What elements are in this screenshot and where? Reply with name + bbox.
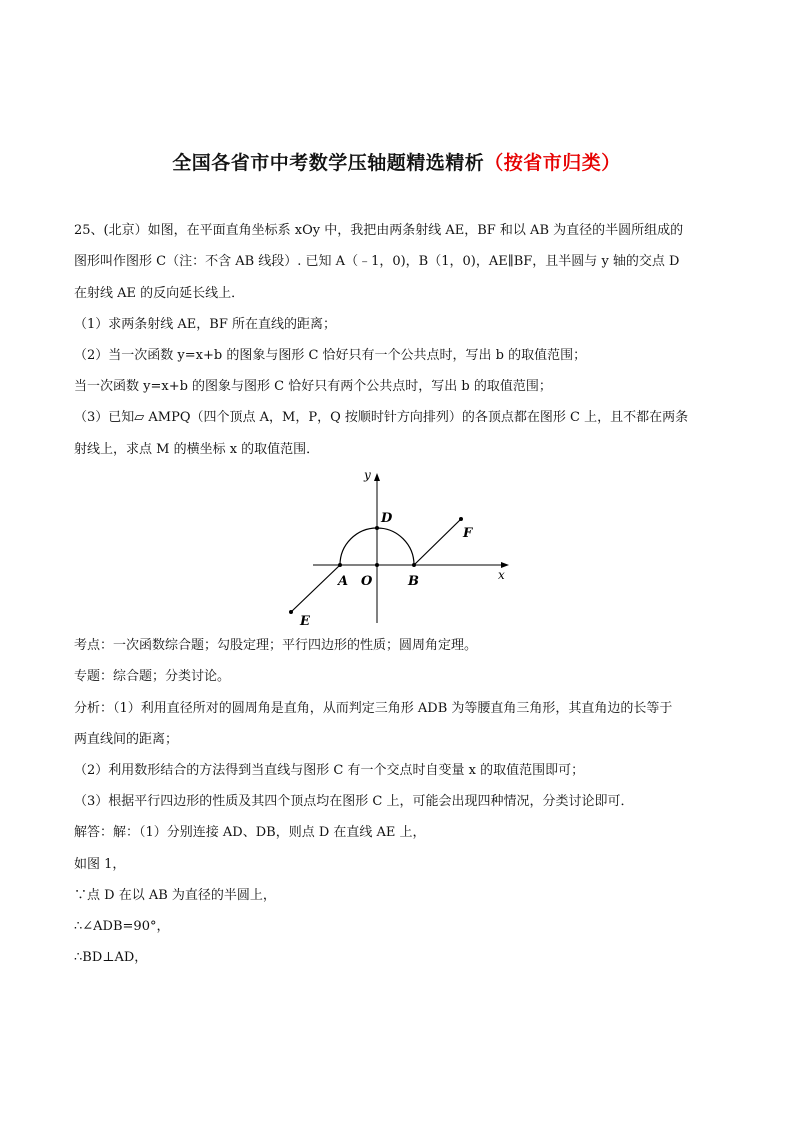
title-main: 全国各省市中考数学压轴题精选精析 bbox=[172, 152, 485, 174]
problem-line: 图形叫作图形 C（注：不含 AB 线段）. 已知 A（﹣1，0)，B（1，0)，AE∥BF，且半圆与 y 轴的交点 D bbox=[74, 254, 680, 269]
point-f bbox=[459, 517, 463, 521]
label-x: x bbox=[498, 568, 505, 582]
label-y: y bbox=[364, 468, 371, 482]
solution-line: ∴∠ADB=90°， bbox=[74, 919, 170, 934]
solution-line: ∵点 D 在以 AB 为直径的半圆上， bbox=[74, 888, 276, 903]
ray-ae bbox=[291, 565, 340, 612]
geometry-figure bbox=[280, 465, 520, 630]
y-axis-arrow bbox=[374, 473, 380, 481]
figure-svg bbox=[280, 465, 520, 630]
solution-analysis: 分析：（1）利用直径所对的圆周角是直角，从而判定三角形 ADB 为等腰直角三角形，其直角边的长等于 bbox=[74, 701, 673, 716]
title-highlight: （按省市归类） bbox=[484, 152, 621, 174]
point-d bbox=[375, 526, 379, 530]
point-e bbox=[289, 610, 293, 614]
solution-line: （3）根据平行四边形的性质及其四个顶点均在图形 C 上，可能会出现四种情况，分类讨论即可． bbox=[74, 794, 634, 809]
label-a: A bbox=[338, 574, 349, 589]
solution-line: ∴BD⊥AD， bbox=[74, 950, 148, 965]
solution-line: 如图 1， bbox=[74, 857, 126, 872]
solution-answer: 解答：解：（1）分别连接 AD、DB，则点 D 在直线 AE 上， bbox=[74, 825, 426, 840]
problem-question-2: （2）当一次函数 y=x+b 的图象与图形 C 恰好只有一个公共点时，写出 b 的取值范围； bbox=[74, 348, 587, 363]
problem-question-2b: 当一次函数 y=x+b 的图象与图形 C 恰好只有两个公共点时，写出 b 的取值范围； bbox=[74, 379, 552, 394]
label-b: B bbox=[408, 574, 419, 589]
label-o: O bbox=[361, 574, 373, 589]
problem-line: 25、(北京）如图，在平面直角坐标系 xOy 中，我把由两条射线 AE，BF 和以 AB 为直径的半圆所组成的 bbox=[74, 223, 684, 238]
point-a bbox=[338, 563, 342, 567]
point-o bbox=[375, 563, 379, 567]
point-b bbox=[412, 563, 416, 567]
problem-question-3: （3）已知▱ AMPQ（四个顶点 A，M，P，Q 按顺时针方向排列）的各顶点都在图形 C 上，且不都在两条 bbox=[74, 410, 689, 425]
problem-line: 射线上，求点 M 的横坐标 x 的取值范围． bbox=[74, 442, 320, 457]
ray-bf bbox=[414, 519, 461, 565]
solution-line: 两直线间的距离； bbox=[74, 732, 179, 747]
label-d: D bbox=[381, 511, 393, 526]
solution-category: 专题：综合题；分类讨论。 bbox=[74, 669, 231, 684]
problem-question-1: （1）求两条射线 AE，BF 所在直线的距离； bbox=[74, 317, 336, 332]
solution-topic: 考点：一次函数综合题；勾股定理；平行四边形的性质；圆周角定理。 bbox=[74, 638, 478, 653]
problem-line: 在射线 AE 的反向延长线上． bbox=[74, 286, 245, 301]
page-title bbox=[0, 148, 793, 175]
label-f: F bbox=[463, 526, 473, 541]
label-e: E bbox=[300, 614, 310, 629]
solution-line: （2）利用数形结合的方法得到当直线与图形 C 有一个交点时自变量 x 的取值范围即可； bbox=[74, 763, 585, 778]
